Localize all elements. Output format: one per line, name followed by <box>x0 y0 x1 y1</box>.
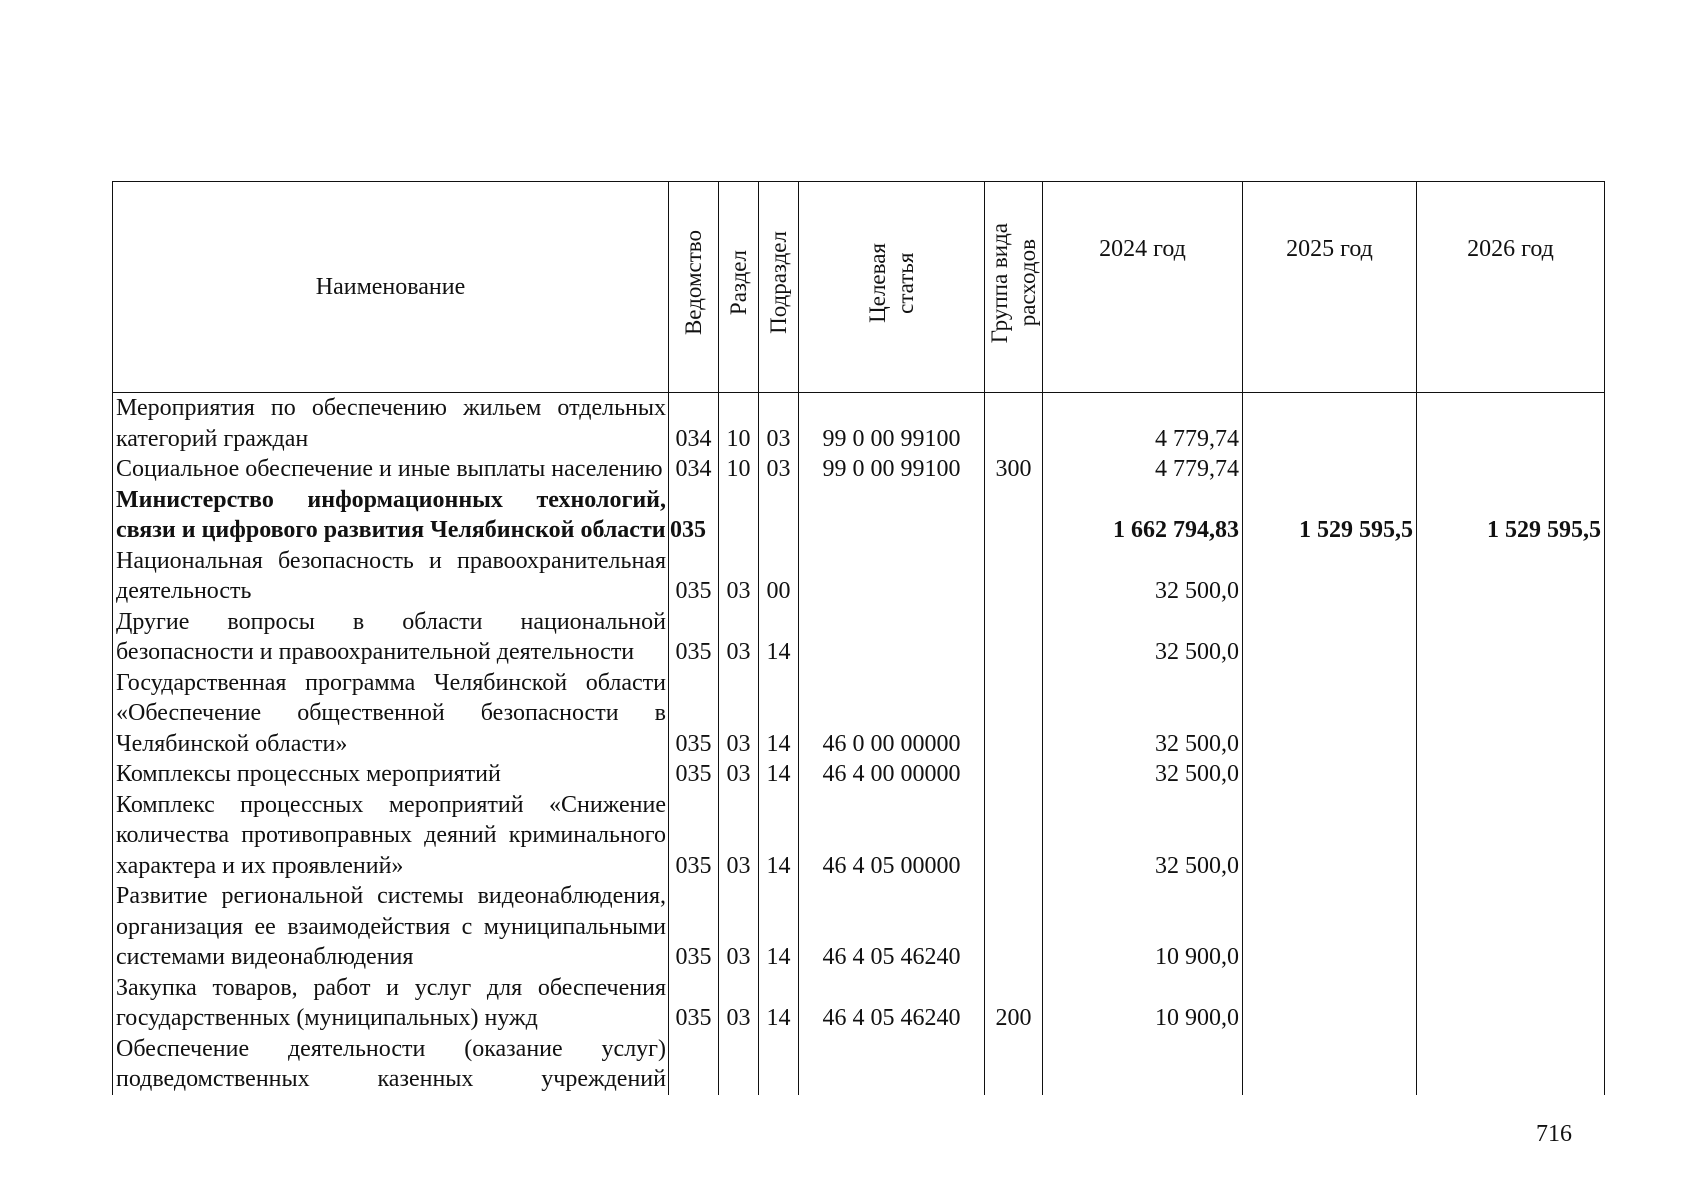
row-razdel: 03 <box>719 546 759 607</box>
table-row <box>113 881 1605 973</box>
table-row <box>113 668 1605 760</box>
table-row <box>113 454 1605 485</box>
header-celevaya-line1: Целевая <box>864 242 890 323</box>
row-2024: 4 779,74 <box>1043 393 1243 455</box>
header-gruppa-line2: расходов <box>1014 239 1040 327</box>
row-ved: 035 <box>669 668 719 760</box>
row-2025 <box>1243 881 1417 973</box>
row-2026 <box>1417 1034 1605 1095</box>
header-gruppa-vida <box>985 182 1043 393</box>
row-razdel: 03 <box>719 973 759 1034</box>
row-2026 <box>1417 607 1605 668</box>
row-2026: 1 529 595,5 <box>1417 485 1605 546</box>
row-pod: 00 <box>759 546 799 607</box>
row-2024: 32 500,0 <box>1043 546 1243 607</box>
row-ved: 035 <box>669 790 719 882</box>
header-gruppa-line1: Группа вида <box>986 222 1012 343</box>
row-2026 <box>1417 668 1605 760</box>
row-2024: 10 900,0 <box>1043 973 1243 1034</box>
row-grp <box>985 790 1043 882</box>
row-name: Обеспечение деятельности (оказание услуг) подведомственных казенных учреждений <box>113 1034 669 1095</box>
row-ved: 035 <box>669 485 719 546</box>
budget-table <box>112 181 1605 1095</box>
table-row <box>113 790 1605 882</box>
row-cel: 46 4 05 46240 <box>799 881 985 973</box>
row-2026 <box>1417 973 1605 1034</box>
row-2024 <box>1043 1034 1243 1095</box>
header-podrazdel: Подраздел <box>759 182 799 393</box>
row-razdel <box>719 1034 759 1095</box>
row-grp <box>985 759 1043 790</box>
row-2024: 4 779,74 <box>1043 454 1243 485</box>
row-grp <box>985 668 1043 760</box>
row-2026 <box>1417 790 1605 882</box>
row-pod: 14 <box>759 607 799 668</box>
row-grp: 300 <box>985 454 1043 485</box>
table-header <box>113 182 1605 393</box>
row-name: Развитие региональной системы видеонаблюдения, организация ее взаимодействия с муниципальными системами видеонаблюдения <box>113 881 669 973</box>
header-celevaya-statya <box>799 182 985 393</box>
row-razdel: 03 <box>719 881 759 973</box>
row-grp <box>985 1034 1043 1095</box>
page-number: 716 <box>1536 1121 1572 1147</box>
row-grp <box>985 393 1043 455</box>
row-ved: 035 <box>669 546 719 607</box>
row-cel: 46 4 05 46240 <box>799 973 985 1034</box>
row-2025 <box>1243 973 1417 1034</box>
table-body <box>113 393 1605 1095</box>
row-grp <box>985 607 1043 668</box>
table-row <box>113 546 1605 607</box>
row-name: Социальное обеспечение и иные выплаты населению <box>113 454 669 485</box>
table-row <box>113 393 1605 455</box>
table-row <box>113 759 1605 790</box>
row-2024: 10 900,0 <box>1043 881 1243 973</box>
row-name: Другие вопросы в области национальной безопасности и правоохранительной деятельности <box>113 607 669 668</box>
row-2025 <box>1243 546 1417 607</box>
row-2025 <box>1243 759 1417 790</box>
row-name: Государственная программа Челябинской области «Обеспечение общественной безопасности в Челябинской области» <box>113 668 669 760</box>
row-name: Закупка товаров, работ и услуг для обеспечения государственных (муниципальных) нужд <box>113 973 669 1034</box>
row-razdel: 03 <box>719 668 759 760</box>
row-2025: 1 529 595,5 <box>1243 485 1417 546</box>
row-cel <box>799 607 985 668</box>
header-name: Наименование <box>113 182 669 393</box>
table-row <box>113 607 1605 668</box>
row-2025 <box>1243 607 1417 668</box>
row-cel: 46 0 00 00000 <box>799 668 985 760</box>
row-2025 <box>1243 393 1417 455</box>
row-pod: 14 <box>759 973 799 1034</box>
row-ved: 035 <box>669 759 719 790</box>
row-2026 <box>1417 454 1605 485</box>
row-pod: 14 <box>759 790 799 882</box>
row-2024: 32 500,0 <box>1043 790 1243 882</box>
row-cel: 99 0 00 99100 <box>799 393 985 455</box>
row-razdel: 03 <box>719 607 759 668</box>
row-razdel: 10 <box>719 393 759 455</box>
row-2024: 1 662 794,83 <box>1043 485 1243 546</box>
row-ved: 034 <box>669 454 719 485</box>
row-cel: 46 4 00 00000 <box>799 759 985 790</box>
header-celevaya-line2: статья <box>892 252 918 314</box>
row-2024: 32 500,0 <box>1043 668 1243 760</box>
row-pod: 14 <box>759 881 799 973</box>
header-vedomstvo: Ведомство <box>669 182 719 393</box>
row-ved: 035 <box>669 973 719 1034</box>
header-2024: 2024 год <box>1043 182 1243 393</box>
row-cel <box>799 546 985 607</box>
row-2025 <box>1243 790 1417 882</box>
row-pod: 14 <box>759 668 799 760</box>
row-2026 <box>1417 393 1605 455</box>
row-razdel: 10 <box>719 454 759 485</box>
row-2025 <box>1243 454 1417 485</box>
row-cel: 46 4 05 00000 <box>799 790 985 882</box>
row-ved <box>669 1034 719 1095</box>
row-name: Мероприятия по обеспечению жильем отдельных категорий граждан <box>113 393 669 455</box>
row-cel <box>799 485 985 546</box>
row-grp <box>985 881 1043 973</box>
row-grp <box>985 546 1043 607</box>
row-grp: 200 <box>985 973 1043 1034</box>
row-pod: 03 <box>759 454 799 485</box>
table-row <box>113 973 1605 1034</box>
row-pod: 14 <box>759 759 799 790</box>
row-pod <box>759 1034 799 1095</box>
row-cel: 99 0 00 99100 <box>799 454 985 485</box>
row-name: Министерство информационных технологий, связи и цифрового развития Челябинской области <box>113 485 669 546</box>
header-2026: 2026 год <box>1417 182 1605 393</box>
row-2026 <box>1417 759 1605 790</box>
row-razdel: 03 <box>719 790 759 882</box>
row-name: Комплексы процессных мероприятий <box>113 759 669 790</box>
row-razdel: 03 <box>719 759 759 790</box>
row-cel <box>799 1034 985 1095</box>
row-2024: 32 500,0 <box>1043 759 1243 790</box>
budget-table-container <box>112 181 1604 1095</box>
row-ved: 034 <box>669 393 719 455</box>
row-2024: 32 500,0 <box>1043 607 1243 668</box>
row-2026 <box>1417 881 1605 973</box>
row-2026 <box>1417 546 1605 607</box>
row-2025 <box>1243 1034 1417 1095</box>
table-row <box>113 1034 1605 1095</box>
header-razdel: Раздел <box>719 182 759 393</box>
row-2025 <box>1243 668 1417 760</box>
row-name: Комплекс процессных мероприятий «Снижение количества противоправных деяний криминального характера и их проявлений» <box>113 790 669 882</box>
header-2025: 2025 год <box>1243 182 1417 393</box>
row-razdel <box>719 485 759 546</box>
row-pod <box>759 485 799 546</box>
row-name: Национальная безопасность и правоохранительная деятельность <box>113 546 669 607</box>
row-pod: 03 <box>759 393 799 455</box>
row-ved: 035 <box>669 881 719 973</box>
row-grp <box>985 485 1043 546</box>
row-ved: 035 <box>669 607 719 668</box>
table-row-ministry <box>113 485 1605 546</box>
